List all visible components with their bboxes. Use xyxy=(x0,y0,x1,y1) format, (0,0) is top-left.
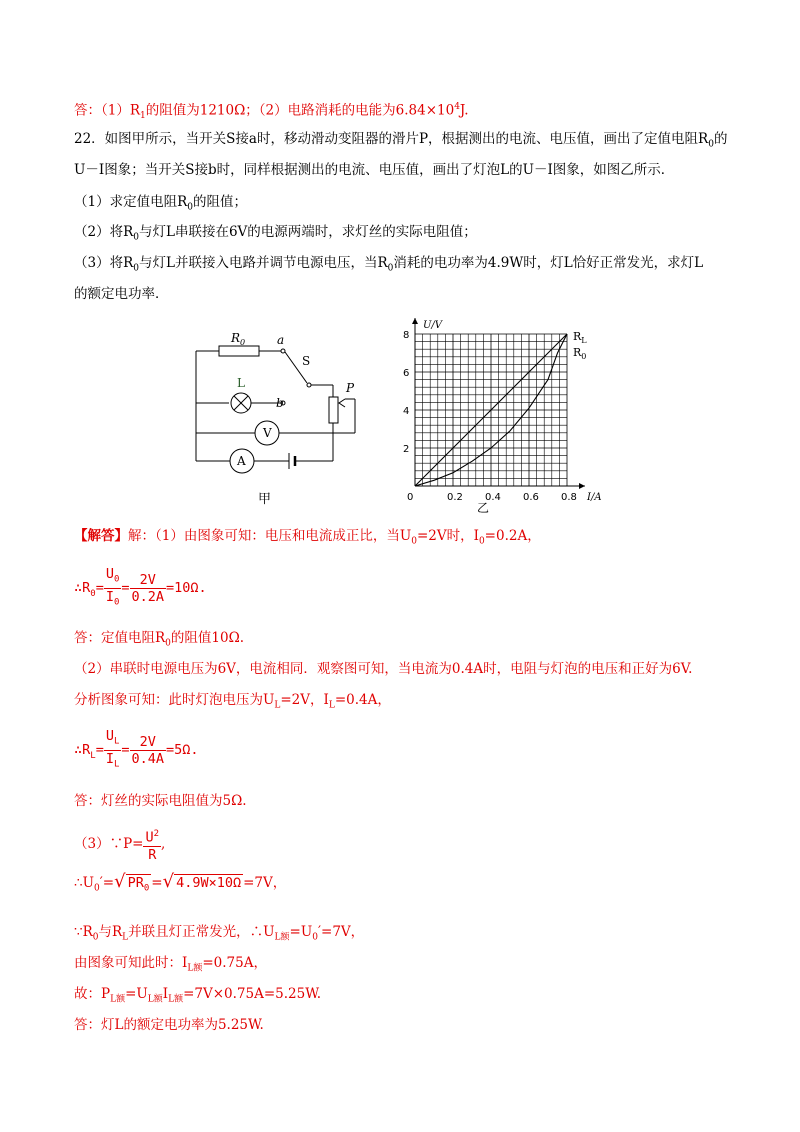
svg-text:A: A xyxy=(237,454,246,468)
y-axis-arrow xyxy=(412,318,418,324)
series-label-r0: $R_0$ xyxy=(573,346,587,361)
solution-part-3-u0: $\therefore U_0'=√$ $PR_0$ =√ 4.9W×10Ω =7V， xyxy=(74,874,286,897)
question-part-3-cont: 的额定电功率． xyxy=(74,286,169,302)
chart-caption: 乙 xyxy=(477,501,490,515)
answer-3: 答：灯L的额定电功率为5.25W. xyxy=(74,1017,264,1033)
rheostat xyxy=(329,397,338,423)
svg-text:R0: $R_0$ xyxy=(231,331,246,347)
question-line-2: U－I图象；当开关S接b时，同样根据测出的电流、电压值，画出了灯泡L的U－I图象，如图乙所示． xyxy=(74,162,675,178)
formula-r0: $\therefore R_0=$ $\frac{U_0}{I_0}$ = $\frac{2V}{0.2A}$ =10Ω. xyxy=(74,566,207,608)
solution-part-2: （2）串联时电源电压为6V，电流相同．观察图可知，当电流为0.4A时，电阻与灯泡的电压和正好为6V. xyxy=(74,661,693,677)
circuit-diagram xyxy=(185,325,385,515)
y-axis-label: U/V xyxy=(423,320,443,331)
svg-text:a: a xyxy=(277,333,285,347)
question-part-3: （3）将$R_0$与灯L并联接入电路并调节电源电压，当$R_0$消耗的电功率为4.9W时，灯L恰好正常发光，求灯L xyxy=(74,255,704,274)
question-part-2: （2）将$R_0$与灯L串联接在6V的电源两端时，求灯丝的实际电阻值； xyxy=(74,224,477,243)
x-tick-label: 0 xyxy=(407,492,414,503)
x-tick-label: 0.4 xyxy=(485,492,501,503)
y-tick-label: 6 xyxy=(403,368,410,379)
solution-part-2-analysis: 分析图象可知：此时灯泡电压为$U_L=2V$，$I_L=0.4A$， xyxy=(74,692,391,711)
solution-part-1: 【解答】解：（1）由图象可知：电压和电流成正比，当$U_0=2V$时，$I_0=0.2A$， xyxy=(74,528,541,547)
solution-part-3-power: 故：$P_{L额}=U_{L额}I_{L额}=7V\times 0.75A=5.25W$. xyxy=(74,986,322,1005)
resistor-r0 xyxy=(219,346,259,356)
answer-2: 答：灯丝的实际电阻值为5Ω. xyxy=(74,793,247,809)
solution-part-3-formula: （3）∵P= $\frac{U^2}{R}$ , xyxy=(74,826,165,863)
svg-text:甲: 甲 xyxy=(258,492,272,507)
svg-text:S: S xyxy=(302,354,311,368)
x-tick-label: 0.2 xyxy=(447,492,463,503)
formula-rl: $\therefore R_L=$ $\frac{U_L}{I_L}$ = $\frac{2V}{0.4A}$ =5Ω. xyxy=(74,728,199,770)
svg-text:V: V xyxy=(263,426,272,440)
previous-answer: 答：$(1)R_1$的阻值为1210Ω；（2）电路消耗的电能为$6.84\times 10^4J$. xyxy=(74,102,469,122)
svg-text:b: b xyxy=(276,396,284,410)
solution-part-3-current: 由图象可知此时：$I_{L额}=0.75A$， xyxy=(74,955,267,974)
x-tick-label: 0.8 xyxy=(561,492,577,503)
series-label-rl: $R_L$ xyxy=(573,330,587,345)
x-axis-arrow xyxy=(579,483,585,489)
y-tick-label: 8 xyxy=(403,330,410,341)
question-line-1: 22．如图甲所示，当开关S接a时，移动滑动变阻器的滑片P，根据测出的电流、电压值，画出了定值电阻$R_0$的 xyxy=(74,131,728,150)
x-axis-label: I/A xyxy=(587,492,602,503)
question-part-1: （1）求定值电阻$R_0$的阻值； xyxy=(74,194,247,213)
x-tick-label: 0.6 xyxy=(523,492,539,503)
y-tick-label: 4 xyxy=(403,406,410,417)
svg-text:L: L xyxy=(237,376,245,390)
svg-text:P: P xyxy=(346,381,355,395)
ui-chart xyxy=(395,305,630,515)
solution-part-3-parallel: $\because R_0$与$R_L$并联且灯正常发光，$\therefore U_{L额}=U_0'=7V$， xyxy=(74,924,365,943)
answer-1: 答：定值电阻$R_0$的阻值10Ω. xyxy=(74,630,245,649)
y-tick-label: 2 xyxy=(403,444,410,455)
